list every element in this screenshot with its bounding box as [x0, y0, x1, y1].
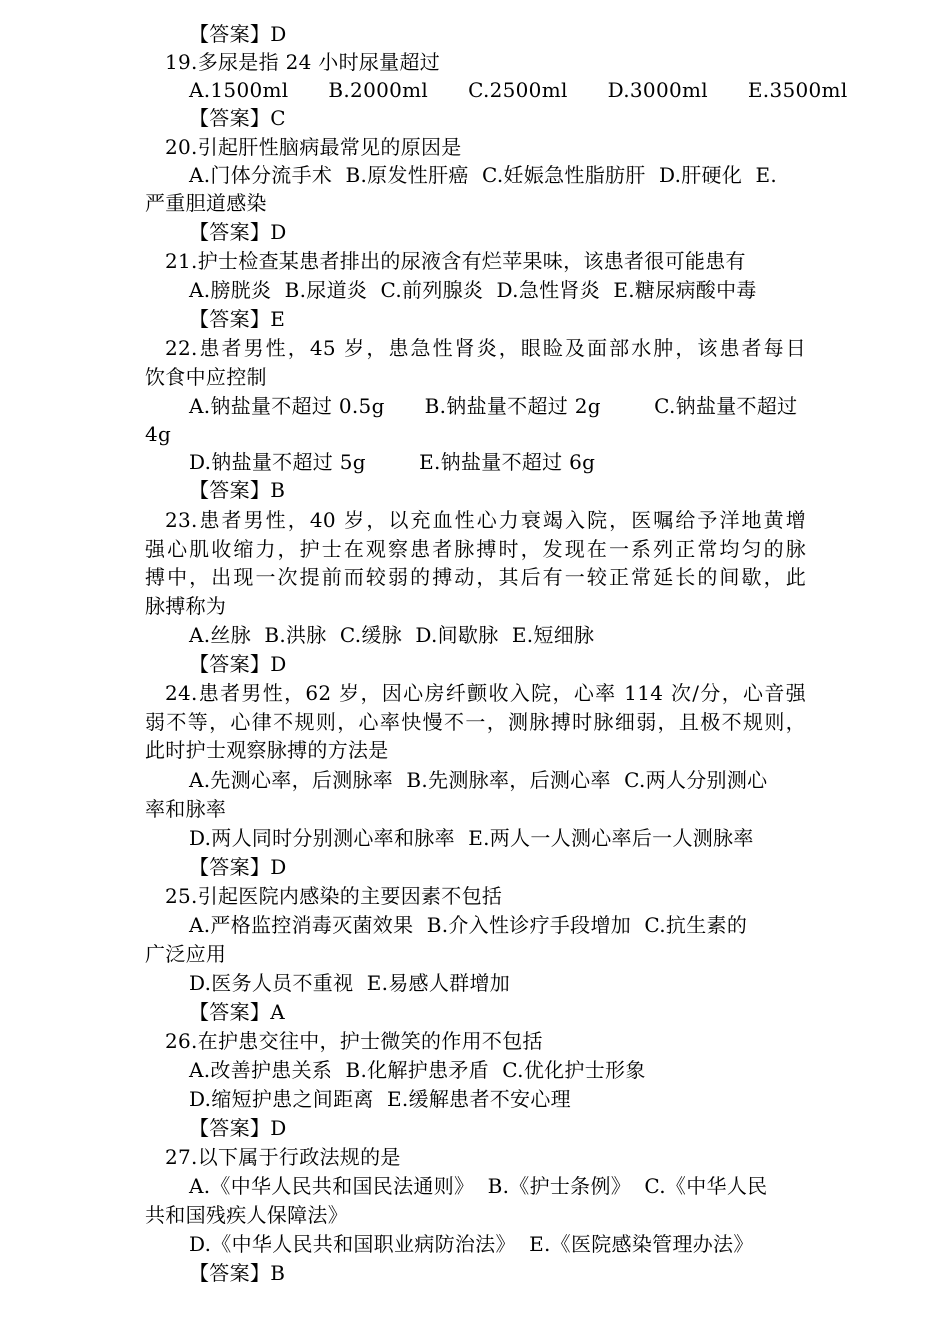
options-25-continued: 广泛应用 — [145, 942, 227, 966]
answer-26: 【答案】D — [189, 1116, 287, 1140]
question-26: 26.在护患交往中，护士微笑的作用不包括 — [165, 1029, 543, 1053]
options-20-continued: 严重胆道感染 — [145, 191, 267, 215]
options-24: A.先测心率，后测脉率 B.先测脉率，后测心率 C.两人分别测心 — [189, 768, 768, 792]
answer-20: 【答案】D — [189, 220, 287, 244]
options-23: A.丝脉 B.洪脉 C.缓脉 D.间歇脉 E.短细脉 — [189, 623, 595, 647]
options-22-continued: 4g — [145, 422, 172, 446]
question-20: 20.引起肝性脑病最常见的原因是 — [165, 135, 462, 159]
options-24-continued: 率和脉率 — [145, 797, 227, 821]
options-25-second-row: D.医务人员不重视 E.易感人群增加 — [189, 971, 511, 995]
answer-22: 【答案】B — [189, 478, 286, 502]
options-27-continued: 共和国残疾人保障法》 — [145, 1203, 348, 1227]
question-24: 24.患者男性，62 岁，因心房纤颤收入院，心率 114 次/分，心音强 — [165, 681, 806, 705]
options-27-second-row: D.《中华人民共和国职业病防治法》 E.《医院感染管理办法》 — [189, 1232, 754, 1256]
options-22: A.钠盐量不超过 0.5g B.钠盐量不超过 2g C.钠盐量不超过 — [189, 394, 798, 418]
options-26-second-row: D.缩短护患之间距离 E.缓解患者不安心理 — [189, 1087, 571, 1111]
question-19: 19.多尿是指 24 小时尿量超过 — [165, 50, 441, 74]
answer-25: 【答案】A — [189, 1000, 285, 1024]
options-26: A.改善护患关系 B.化解护患矛盾 C.优化护士形象 — [189, 1058, 646, 1082]
answer-27: 【答案】B — [189, 1261, 286, 1285]
question-25: 25.引起医院内感染的主要因素不包括 — [165, 884, 503, 908]
question-21: 21.护士检查某患者排出的尿液含有烂苹果味，该患者很可能患有 — [165, 249, 746, 273]
answer-18: 【答案】D — [189, 22, 287, 46]
question-23-line-4: 脉搏称为 — [145, 594, 227, 618]
question-24-line-3: 此时护士观察脉搏的方法是 — [145, 738, 389, 762]
question-24-line-2: 弱不等，心律不规则，心率快慢不一，测脉搏时脉细弱，且极不规则， — [145, 710, 806, 734]
options-25: A.严格监控消毒灭菌效果 B.介入性诊疗手段增加 C.抗生素的 — [189, 913, 748, 937]
options-21: A.膀胱炎 B.尿道炎 C.前列腺炎 D.急性肾炎 E.糖尿病酸中毒 — [189, 278, 757, 302]
answer-24: 【答案】D — [189, 855, 287, 879]
question-22-continued: 饮食中应控制 — [145, 365, 267, 389]
question-23-line-2: 强心肌收缩力，护士在观察患者脉搏时，发现在一系列正常均匀的脉 — [145, 537, 806, 561]
answer-23: 【答案】D — [189, 652, 287, 676]
options-24-second-row: D.两人同时分别测心率和脉率 E.两人一人测心率后一人测脉率 — [189, 826, 754, 850]
answer-19: 【答案】C — [189, 106, 286, 130]
question-23-line-3: 搏中，出现一次提前而较弱的搏动，其后有一较正常延长的间歇，此 — [145, 565, 806, 589]
options-27: A.《中华人民共和国民法通则》 B.《护士条例》 C.《中华人民 — [189, 1174, 768, 1198]
options-22-second-row: D.钠盐量不超过 5g E.钠盐量不超过 6g — [189, 450, 596, 474]
options-20: A.门体分流手术 B.原发性肝癌 C.妊娠急性脂肪肝 D.肝硬化 E. — [189, 163, 777, 187]
question-23: 23.患者男性，40 岁，以充血性心力衰竭入院，医嘱给予洋地黄增 — [165, 508, 806, 532]
question-22: 22.患者男性，45 岁，患急性肾炎，眼睑及面部水肿，该患者每日 — [165, 336, 806, 360]
options-19: A.1500ml B.2000ml C.2500ml D.3000ml E.3500ml — [189, 78, 848, 102]
answer-21: 【答案】E — [189, 307, 286, 331]
question-27: 27.以下属于行政法规的是 — [165, 1145, 401, 1169]
